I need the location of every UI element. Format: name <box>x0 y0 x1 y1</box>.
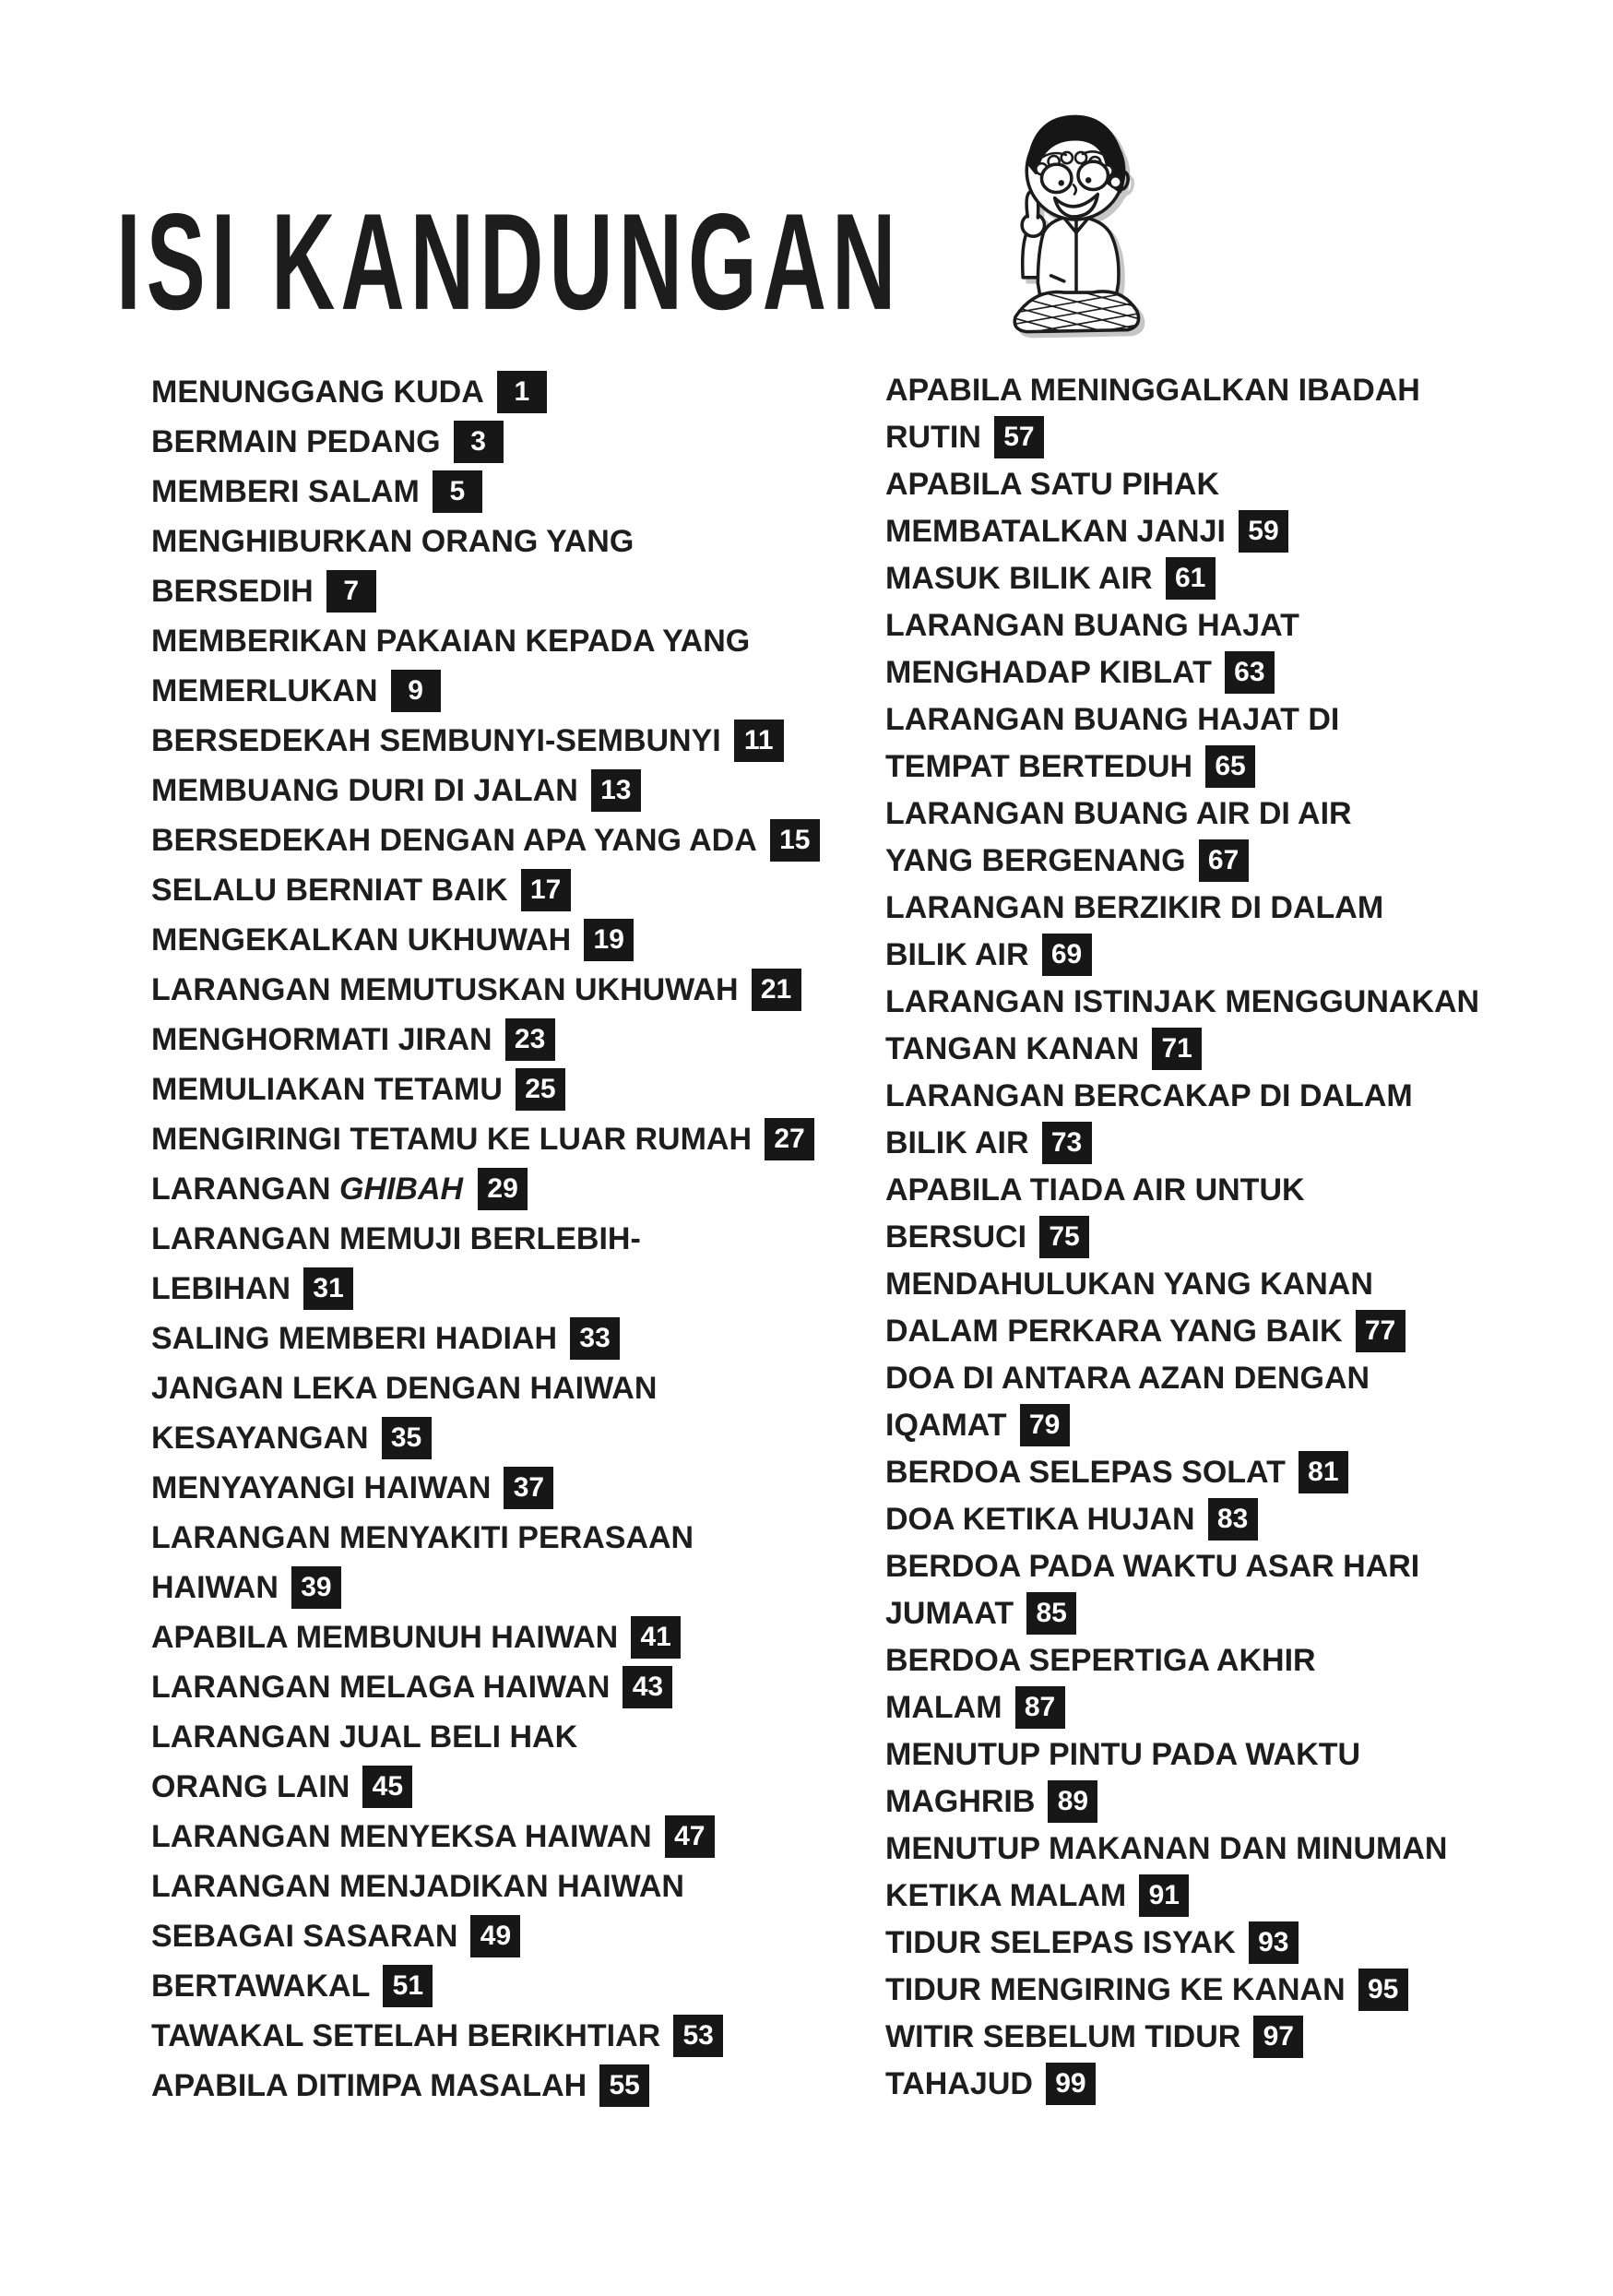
toc-entry <box>151 815 889 865</box>
page-number-badge: 13 <box>591 769 641 812</box>
toc-entry <box>151 1612 889 1662</box>
toc-entry <box>885 1261 1531 1355</box>
toc-entry <box>151 2011 889 2061</box>
toc-entry-line: TIDUR MENGIRING KE KANAN 95 <box>885 1967 1531 2014</box>
toc-entry-line: SELALU BERNIAT BAIK 17 <box>151 865 889 915</box>
toc-entry-line: LARANGAN BUANG HAJAT DI <box>885 702 1340 737</box>
page-number-badge: 7 <box>326 570 376 613</box>
page-number-badge: 59 <box>1239 510 1288 553</box>
toc-entry-line: MENDAHULUKAN YANG KANAN <box>885 1267 1373 1302</box>
toc-entry-line: APABILA DITIMPA MASALAH 55 <box>151 2061 889 2111</box>
toc-entry <box>151 1314 889 1363</box>
page-number-badge: 51 <box>383 1965 433 2007</box>
toc-entry-line: MEMBERIKAN PAKAIAN KEPADA YANG <box>151 624 751 659</box>
toc-entry-line: LARANGAN MEMUTUSKAN UKHUWAH 21 <box>151 965 889 1015</box>
toc-entry <box>151 1862 889 1961</box>
toc-entry-line: IQAMAT 79 <box>885 1402 1531 1449</box>
page-number-badge: 77 <box>1356 1310 1405 1352</box>
toc-entry-line: BERSUCI 75 <box>885 1214 1531 1261</box>
toc-entry-line: TEMPAT BERTEDUH 65 <box>885 744 1531 791</box>
toc-entry-line: MAGHRIB 89 <box>885 1779 1531 1826</box>
page-number-badge: 71 <box>1152 1028 1202 1070</box>
page-number-badge: 1 <box>497 371 547 413</box>
toc-entry <box>885 791 1531 885</box>
page-number-badge: 85 <box>1026 1592 1076 1635</box>
toc-entry <box>151 1961 889 2011</box>
page-number-badge: 17 <box>521 869 571 911</box>
toc-entry <box>151 965 889 1015</box>
toc-entry <box>151 1513 889 1612</box>
toc-entry-line: JANGAN LEKA DENGAN HAIWAN <box>151 1371 658 1406</box>
toc-entry <box>885 1637 1531 1731</box>
page-number-badge: 49 <box>470 1915 520 1957</box>
page-number-badge: 67 <box>1199 839 1249 882</box>
toc-entry <box>885 979 1531 1073</box>
toc-entry-line: RUTIN 57 <box>885 414 1531 461</box>
page-number-badge: 57 <box>994 416 1044 458</box>
toc-entry <box>151 865 889 915</box>
page-number-badge: 61 <box>1166 557 1216 600</box>
toc-column-right <box>885 367 1531 2108</box>
page-number-badge: 53 <box>673 2015 723 2057</box>
toc-entry <box>151 1662 889 1712</box>
toc-entry-line: LARANGAN BUANG HAJAT <box>885 608 1299 643</box>
toc-entry <box>885 461 1531 555</box>
page-number-badge: 63 <box>1225 651 1275 694</box>
page-number-badge: 87 <box>1015 1686 1065 1729</box>
toc-entry-line: MALAM 87 <box>885 1684 1531 1731</box>
toc-column-left <box>151 367 889 2111</box>
toc-entry-line: TAHAJUD 99 <box>885 2061 1531 2108</box>
toc-entry-line: ORANG LAIN 45 <box>151 1762 889 1812</box>
toc-entry-line: LARANGAN BUANG AIR DI AIR <box>885 796 1352 831</box>
page-number-badge: 55 <box>599 2064 649 2107</box>
toc-entry <box>151 766 889 815</box>
toc-entry-line: HAIWAN 39 <box>151 1563 889 1612</box>
toc-entry-line: JUMAAT 85 <box>885 1590 1531 1637</box>
toc-entry-line: LARANGAN BERCAKAP DI DALAM <box>885 1078 1413 1113</box>
toc-entry <box>151 467 889 517</box>
page-number-badge: 15 <box>770 819 820 862</box>
page-number-badge: 75 <box>1039 1216 1089 1258</box>
toc-entry <box>885 2014 1531 2061</box>
toc-entry-line: BERDOA PADA WAKTU ASAR HARI <box>885 1549 1420 1584</box>
toc-entry-line: MEMBUANG DURI DI JALAN 13 <box>151 766 889 815</box>
toc-entry-line: LARANGAN MENYEKSA HAIWAN 47 <box>151 1812 889 1862</box>
toc-entry <box>151 915 889 965</box>
toc-entry-line: SALING MEMBERI HADIAH 33 <box>151 1314 889 1363</box>
toc-entry-line: BERMAIN PEDANG 3 <box>151 417 889 467</box>
toc-entry-line: APABILA SATU PIHAK <box>885 467 1220 502</box>
page-number-badge: 3 <box>454 421 504 463</box>
toc-entry <box>885 696 1531 791</box>
page-number-badge: 79 <box>1020 1404 1070 1446</box>
page-number-badge: 41 <box>631 1616 681 1659</box>
page-number-badge: 29 <box>478 1168 528 1210</box>
toc-entry <box>151 1065 889 1114</box>
page-number-badge: 45 <box>362 1766 412 1808</box>
toc-entry-line: APABILA TIADA AIR UNTUK <box>885 1172 1305 1207</box>
page-number-badge: 25 <box>516 1068 565 1111</box>
page-number-badge: 99 <box>1046 2063 1096 2105</box>
page-number-badge: 65 <box>1205 745 1255 788</box>
boy-with-kopiah-pointing-icon <box>1002 92 1153 354</box>
page-number-badge: 35 <box>382 1417 432 1459</box>
toc-entry <box>885 885 1531 979</box>
toc-entry <box>151 716 889 766</box>
mascot-boy-illustration <box>1002 92 1153 354</box>
toc-entry <box>151 517 889 616</box>
toc-entry <box>151 1114 889 1164</box>
toc-entry-line: LARANGAN MEMUJI BERLEBIH- <box>151 1221 641 1256</box>
toc-entry-line: MENGHIBURKAN ORANG YANG <box>151 524 635 559</box>
toc-entry <box>885 367 1531 461</box>
toc-entry-line: MEMERLUKAN 9 <box>151 666 889 716</box>
toc-entry <box>151 1363 889 1463</box>
toc-entry-line: LARANGAN JUAL BELI HAK <box>151 1719 578 1755</box>
toc-entry <box>151 417 889 467</box>
toc-entry-line: LARANGAN BERZIKIR DI DALAM <box>885 890 1384 925</box>
toc-entry <box>885 602 1531 696</box>
page-number-badge: 83 <box>1208 1498 1258 1541</box>
toc-entry-line: BERSEDEKAH DENGAN APA YANG ADA 15 <box>151 815 889 865</box>
page-title: ISI KANDUNGAN <box>116 185 902 339</box>
toc-entry <box>151 367 889 417</box>
toc-entry-line: MENGEKALKAN UKHUWAH 19 <box>151 915 889 965</box>
toc-entry <box>885 1496 1531 1543</box>
toc-entry-line: KETIKA MALAM 91 <box>885 1873 1531 1920</box>
toc-entry <box>151 616 889 716</box>
toc-entry-line: KESAYANGAN 35 <box>151 1413 889 1463</box>
toc-entry-line: BERDOA SELEPAS SOLAT 81 <box>885 1449 1531 1496</box>
page-number-badge: 33 <box>570 1317 620 1360</box>
page-number-badge: 11 <box>734 720 784 762</box>
toc-entry <box>885 1920 1531 1967</box>
toc-entry-line: LARANGAN GHIBAH 29 <box>151 1164 889 1214</box>
toc-entry <box>885 1073 1531 1167</box>
toc-entry-line: DALAM PERKARA YANG BAIK 77 <box>885 1308 1531 1355</box>
toc-entry <box>151 1214 889 1314</box>
toc-entry-line: MEMULIAKAN TETAMU 25 <box>151 1065 889 1114</box>
toc-entry-line: TANGAN KANAN 71 <box>885 1026 1531 1073</box>
page-number-badge: 9 <box>391 670 441 712</box>
page-number-badge: 43 <box>623 1666 672 1708</box>
toc-entry-line: MENUTUP PINTU PADA WAKTU <box>885 1737 1361 1772</box>
toc-entry-line: APABILA MEMBUNUH HAIWAN 41 <box>151 1612 889 1662</box>
page-number-badge: 95 <box>1358 1969 1408 2011</box>
toc-entry <box>885 2061 1531 2108</box>
toc-entry-line: MEMBATALKAN JANJI 59 <box>885 508 1531 555</box>
toc-entry-line: DOA KETIKA HUJAN 83 <box>885 1496 1531 1543</box>
page-number-badge: 39 <box>291 1566 341 1609</box>
toc-entry <box>885 1449 1531 1496</box>
page-number-badge: 93 <box>1249 1921 1299 1964</box>
toc-entry-line: MENYAYANGI HAIWAN 37 <box>151 1463 889 1513</box>
toc-entry <box>885 1731 1531 1826</box>
page-number-badge: 73 <box>1042 1122 1092 1164</box>
page-number-badge: 5 <box>433 470 482 513</box>
toc-entry-line: MENGIRINGI TETAMU KE LUAR RUMAH 27 <box>151 1114 889 1164</box>
toc-entry-line: LEBIHAN 31 <box>151 1264 889 1314</box>
toc-entry-line: BILIK AIR 69 <box>885 932 1531 979</box>
toc-entry <box>885 555 1531 602</box>
toc-entry <box>151 1712 889 1812</box>
toc-entry <box>151 1463 889 1513</box>
toc-entry-line: BERSEDEKAH SEMBUNYI-SEMBUNYI 11 <box>151 716 889 766</box>
page-number-badge: 69 <box>1042 934 1092 976</box>
page-number-badge: 21 <box>752 969 801 1011</box>
toc-entry-line: MENGHADAP KIBLAT 63 <box>885 649 1531 696</box>
page-number-badge: 31 <box>303 1267 353 1310</box>
toc-entry-line: LARANGAN MENYAKITI PERASAAN <box>151 1520 694 1555</box>
page-number-badge: 27 <box>765 1118 814 1160</box>
toc-entry-line: MENGHORMATI JIRAN 23 <box>151 1015 889 1065</box>
toc-entry <box>151 1812 889 1862</box>
toc-entry-line: MENUNGGANG KUDA 1 <box>151 367 889 417</box>
toc-entry-line: SEBAGAI SASARAN 49 <box>151 1911 889 1961</box>
toc-entry-line: LARANGAN ISTINJAK MENGGUNAKAN <box>885 984 1480 1019</box>
page-number-badge: 23 <box>505 1018 555 1061</box>
toc-entry <box>885 1826 1531 1920</box>
toc-entry-line: WITIR SEBELUM TIDUR 97 <box>885 2014 1531 2061</box>
toc-entry <box>885 1543 1531 1637</box>
toc-entry-line: TAWAKAL SETELAH BERIKHTIAR 53 <box>151 2011 889 2061</box>
toc-entry-line: MENUTUP MAKANAN DAN MINUMAN <box>885 1831 1448 1866</box>
toc-entry <box>885 1167 1531 1261</box>
page-number-badge: 81 <box>1299 1451 1348 1493</box>
toc-entry-line: BERDOA SEPERTIGA AKHIR <box>885 1643 1316 1678</box>
page-number-badge: 19 <box>584 919 634 961</box>
page-number-badge: 37 <box>504 1467 553 1509</box>
toc-entry-line: DOA DI ANTARA AZAN DENGAN <box>885 1361 1370 1396</box>
toc-entry <box>885 1967 1531 2014</box>
page-number-badge: 91 <box>1139 1874 1189 1917</box>
toc-entry-line: APABILA MENINGGALKAN IBADAH <box>885 373 1420 408</box>
toc-entry <box>151 1164 889 1214</box>
toc-entry-line: LARANGAN MENJADIKAN HAIWAN <box>151 1869 684 1904</box>
toc-entry-line: MEMBERI SALAM 5 <box>151 467 889 517</box>
toc-entry-line: BERSEDIH 7 <box>151 566 889 616</box>
toc-entry-line: YANG BERGENANG 67 <box>885 838 1531 885</box>
toc-entry <box>151 2061 889 2111</box>
toc-entry-line: TIDUR SELEPAS ISYAK 93 <box>885 1920 1531 1967</box>
toc-entry <box>885 1355 1531 1449</box>
toc-entry-line: BILIK AIR 73 <box>885 1120 1531 1167</box>
toc-entry-line: BERTAWAKAL 51 <box>151 1961 889 2011</box>
toc-entry-line: LARANGAN MELAGA HAIWAN 43 <box>151 1662 889 1712</box>
page-number-badge: 89 <box>1048 1780 1097 1823</box>
toc-entry-line: MASUK BILIK AIR 61 <box>885 555 1531 602</box>
page-number-badge: 47 <box>665 1815 715 1858</box>
toc-entry <box>151 1015 889 1065</box>
page-number-badge: 97 <box>1253 2016 1303 2058</box>
